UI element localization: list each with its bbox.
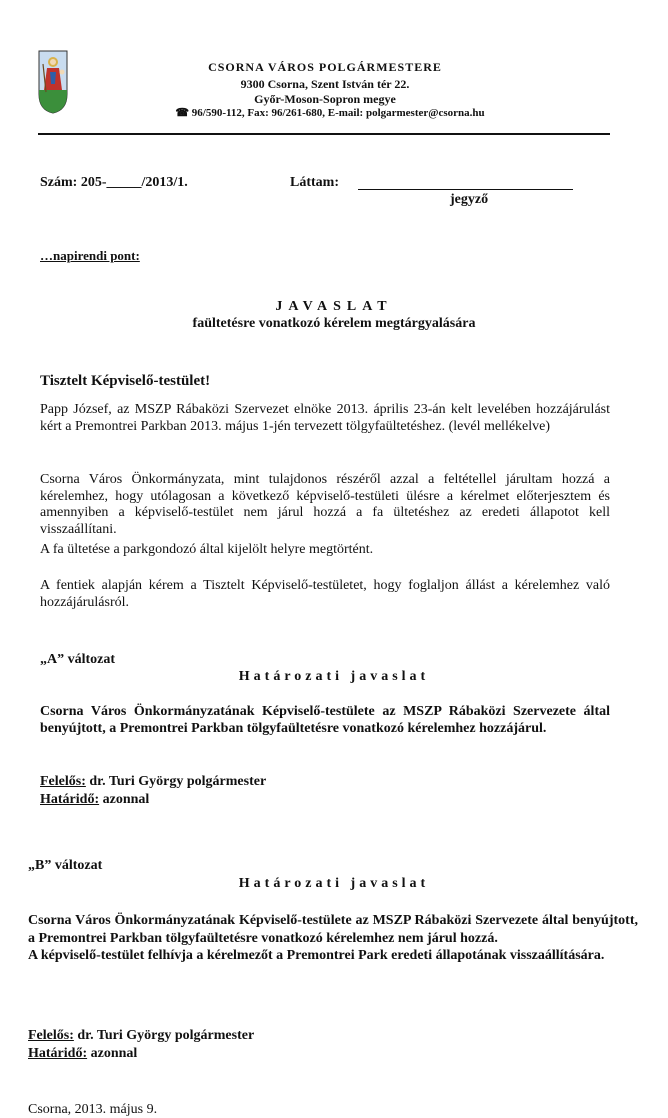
variant-b-heading: Határozati javaslat: [238, 876, 430, 891]
deadline-label: Határidő:: [28, 1046, 88, 1061]
paragraph-2: Csorna Város Önkormányzata, mint tulajdonos részéről azzal a feltétellel járultam hozzá a kérelemhez, hogy utólagosan a következő képviselő-testületi ülésre a kérelmet előterjesztem és amennyiben a képviselő-testület nem járul hozzá a fa ültetéshez az eredeti állapotot kell visszaállítani.: [40, 472, 610, 537]
notary-label: jegyző: [450, 192, 489, 207]
header-address: 9300 Csorna, Szent István tér 22.: [240, 77, 410, 91]
document-number: Szám: 205-_____/2013/1.: [40, 175, 188, 190]
variant-a-heading: Határozati javaslat: [238, 669, 430, 684]
paragraph-3: A fentiek alapján kérem a Tisztelt Képviselő-testületet, hogy foglaljon állást a kérelemhez való hozzájárulásról.: [40, 578, 610, 610]
header-county: Győr-Moson-Sopron megye: [254, 92, 396, 106]
header-divider: [38, 133, 610, 135]
seen-label: Láttam:: [290, 175, 339, 190]
document-title: JAVASLAT: [275, 299, 393, 314]
header-title: CSORNA VÁROS POLGÁRMESTERE: [208, 60, 442, 74]
paragraph-2b: A fa ültetése a parkgondozó által kijelölt helyre megtörtént.: [40, 542, 374, 557]
variant-b-responsible: [28, 1028, 254, 1044]
deadline-value: azonnal: [99, 792, 150, 807]
responsible-label: Felelős:: [28, 1028, 74, 1043]
variant-b-label: „B” változat: [28, 858, 103, 873]
paragraph-1: Papp József, az MSZP Rábaközi Szervezet elnöke 2013. április 23-án kelt levelében hozzájárulást kért a Premontrei Parkban 2013. május 1-jén tervezett tölgyfaültetéshez. (levél mellékelve): [40, 402, 610, 434]
header-contact-text: 96/590-112, Fax: 96/261-680, E-mail: polgarmester@csorna.hu: [191, 107, 485, 119]
variant-a-responsible: [40, 774, 266, 790]
deadline-value: azonnal: [87, 1046, 138, 1061]
document-date: Csorna, 2013. május 9.: [28, 1102, 158, 1117]
responsible-value: dr. Turi György polgármester: [85, 774, 267, 789]
variant-b-resolution-part-1: Csorna Város Önkormányzatának Képviselő-testülete az MSZP Rábaközi Szervezete által benyújtott, a Premontrei Parkban tölgyfaültetésre vonatkozó kérelemhez nem járul hozzá.: [28, 913, 638, 946]
header-contact: [130, 106, 530, 119]
variant-a-label: „A” változat: [40, 652, 116, 667]
salutation: Tisztelt Képviselő-testület!: [40, 373, 211, 389]
document-subtitle: faültetésre vonatkozó kérelem megtárgyalására: [192, 316, 476, 331]
variant-b-resolution-part-2: A képviselő-testület felhívja a kérelmezőt a Premontrei Park eredeti állapotának visszaállítására.: [28, 948, 605, 963]
signature-line: [358, 189, 573, 190]
variant-a-deadline: [40, 792, 149, 808]
responsible-label: Felelős:: [40, 774, 86, 789]
responsible-value: dr. Turi György polgármester: [73, 1028, 255, 1043]
variant-b-deadline: [28, 1046, 137, 1062]
variant-b-resolution: [28, 912, 638, 965]
telephone-icon: ☎: [175, 107, 190, 119]
agenda-item-label: …napirendi pont:: [40, 248, 140, 263]
variant-a-resolution: Csorna Város Önkormányzatának Képviselő-testülete az MSZP Rábaközi Szervezete által benyújtott, a Premontrei Parkban tölgyfaültetésre vonatkozó kérelemhez hozzájárul.: [40, 704, 610, 736]
deadline-label: Határidő:: [40, 792, 100, 807]
city-crest-icon: [38, 50, 68, 114]
